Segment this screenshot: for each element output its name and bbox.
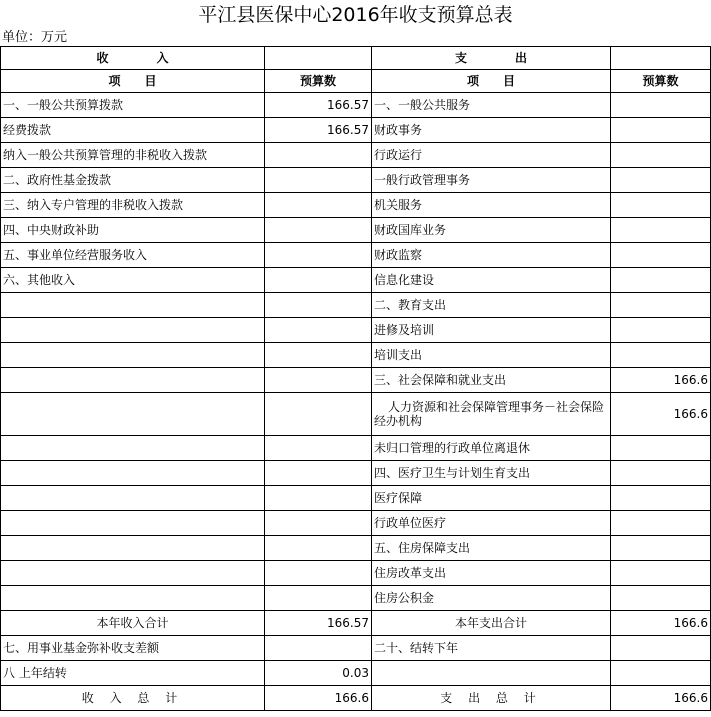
- expense-value: 166.6: [611, 368, 711, 393]
- income-item: 四、中央财政补助: [1, 218, 265, 243]
- expense-total-value: 166.6: [611, 686, 711, 711]
- table-row: [1, 536, 711, 561]
- grand-total-row: [1, 686, 711, 711]
- income-value: 166.57: [265, 118, 372, 143]
- expense-item: 一般行政管理事务: [372, 168, 611, 193]
- page-title: 平江县医保中心2016年收支预算总表: [198, 4, 513, 26]
- income-item: 三、纳入专户管理的非税收入拨款: [1, 193, 265, 218]
- income-value: [265, 436, 372, 461]
- income-item: [1, 436, 265, 461]
- income-item: [1, 343, 265, 368]
- income-value: [265, 461, 372, 486]
- income-value: [265, 368, 372, 393]
- expense-value: [611, 293, 711, 318]
- income-value: [265, 318, 372, 343]
- income-item: 八 上年结转: [1, 661, 265, 686]
- income-value: 166.57: [265, 93, 372, 118]
- table-row: [1, 368, 711, 393]
- expense-item: 一、一般公共服务: [372, 93, 611, 118]
- income-value: [265, 636, 372, 661]
- table-row: [1, 393, 711, 436]
- expense-item: 住房改革支出: [372, 561, 611, 586]
- income-item: 二、政府性基金拨款: [1, 168, 265, 193]
- table-row: [1, 218, 711, 243]
- table-row: [1, 486, 711, 511]
- expense-value: [611, 243, 711, 268]
- expense-item: 财政监察: [372, 243, 611, 268]
- table-row: [1, 293, 711, 318]
- expense-item: 人力资源和社会保障管理事务－社会保险经办机构: [372, 393, 611, 436]
- expense-subtotal-value: 166.6: [611, 611, 711, 636]
- expense-item: 行政单位医疗: [372, 511, 611, 536]
- expense-value: [611, 343, 711, 368]
- table-row: [1, 636, 711, 661]
- expense-item: 住房公积金: [372, 586, 611, 611]
- expense-value: [611, 486, 711, 511]
- income-value: [265, 393, 372, 436]
- income-value: [265, 193, 372, 218]
- table-row: [1, 193, 711, 218]
- expense-value: [611, 218, 711, 243]
- income-item: [1, 368, 265, 393]
- income-item: [1, 486, 265, 511]
- table-row: [1, 168, 711, 193]
- expense-item: 二十、结转下年: [372, 636, 611, 661]
- income-item-header: 项 目: [1, 70, 265, 93]
- table-row: [1, 343, 711, 368]
- expense-item: 信息化建设: [372, 268, 611, 293]
- income-item: [1, 561, 265, 586]
- expense-item: 财政事务: [372, 118, 611, 143]
- expense-value: [611, 143, 711, 168]
- income-item: 七、用事业基金弥补收支差额: [1, 636, 265, 661]
- table-row: [1, 243, 711, 268]
- column-header-row: [1, 70, 711, 93]
- income-value: [265, 486, 372, 511]
- expense-item-header: 项 目: [372, 70, 611, 93]
- expense-item: 未归口管理的行政单位离退休: [372, 436, 611, 461]
- table-row: [1, 436, 711, 461]
- expense-item: 机关服务: [372, 193, 611, 218]
- expense-value: [611, 461, 711, 486]
- expense-value: [611, 561, 711, 586]
- income-total-value: 166.6: [265, 686, 372, 711]
- table-row: [1, 93, 711, 118]
- expense-value: [611, 268, 711, 293]
- income-item: 经费拨款: [1, 118, 265, 143]
- table-row: [1, 661, 711, 686]
- income-value: [265, 536, 372, 561]
- income-item: [1, 586, 265, 611]
- income-item: [1, 536, 265, 561]
- table-row: [1, 461, 711, 486]
- income-item: 六、其他收入: [1, 268, 265, 293]
- expense-item: 五、住房保障支出: [372, 536, 611, 561]
- income-total-label: 收 入 总 计: [1, 686, 265, 711]
- income-value: [265, 561, 372, 586]
- header-blank-cell: [265, 47, 372, 70]
- income-value: [265, 586, 372, 611]
- income-value: [265, 218, 372, 243]
- income-subtotal-label: 本年收入合计: [1, 611, 265, 636]
- income-value: [265, 343, 372, 368]
- expense-item: 三、社会保障和就业支出: [372, 368, 611, 393]
- expense-value: [611, 193, 711, 218]
- income-budget-header: 预算数: [265, 70, 372, 93]
- table-row: [1, 511, 711, 536]
- expense-item: 医疗保障: [372, 486, 611, 511]
- expense-value: [611, 636, 711, 661]
- expense-value: [611, 118, 711, 143]
- income-value: [265, 143, 372, 168]
- budget-table: [0, 46, 711, 711]
- expense-value: [611, 168, 711, 193]
- unit-label: 单位：万元: [2, 30, 68, 45]
- expense-budget-header: 预算数: [611, 70, 711, 93]
- expense-item: 四、医疗卫生与计划生育支出: [372, 461, 611, 486]
- expense-subtotal-label: 本年支出合计: [372, 611, 611, 636]
- expense-item: 行政运行: [372, 143, 611, 168]
- table-row: [1, 118, 711, 143]
- income-value: [265, 268, 372, 293]
- expense-header: 支 出: [372, 47, 611, 70]
- expense-value: [611, 93, 711, 118]
- table-row: [1, 586, 711, 611]
- expense-value: [611, 511, 711, 536]
- expense-total-label: 支 出 总 计: [372, 686, 611, 711]
- header-blank-cell: [611, 47, 711, 70]
- expense-item: 培训支出: [372, 343, 611, 368]
- table-row: [1, 318, 711, 343]
- income-item: [1, 318, 265, 343]
- income-item: [1, 393, 265, 436]
- table-row: [1, 143, 711, 168]
- expense-item: 财政国库业务: [372, 218, 611, 243]
- expense-value: [611, 661, 711, 686]
- income-header: 收 入: [1, 47, 265, 70]
- income-item: [1, 511, 265, 536]
- expense-value: [611, 436, 711, 461]
- expense-item: 二、教育支出: [372, 293, 611, 318]
- expense-item: [372, 661, 611, 686]
- expense-value: [611, 586, 711, 611]
- income-value: 0.03: [265, 661, 372, 686]
- income-item: 一、一般公共预算拨款: [1, 93, 265, 118]
- expense-value: 166.6: [611, 393, 711, 436]
- income-value: [265, 293, 372, 318]
- income-value: [265, 243, 372, 268]
- section-header-row: [1, 47, 711, 70]
- table-row: [1, 268, 711, 293]
- expense-value: [611, 318, 711, 343]
- income-value: [265, 168, 372, 193]
- table-row: [1, 561, 711, 586]
- income-item: [1, 293, 265, 318]
- income-item: [1, 461, 265, 486]
- income-value: [265, 511, 372, 536]
- income-item: 五、事业单位经营服务收入: [1, 243, 265, 268]
- income-item: 纳入一般公共预算管理的非税收入拨款: [1, 143, 265, 168]
- expense-item: 进修及培训: [372, 318, 611, 343]
- income-subtotal-value: 166.57: [265, 611, 372, 636]
- expense-value: [611, 536, 711, 561]
- subtotal-row: [1, 611, 711, 636]
